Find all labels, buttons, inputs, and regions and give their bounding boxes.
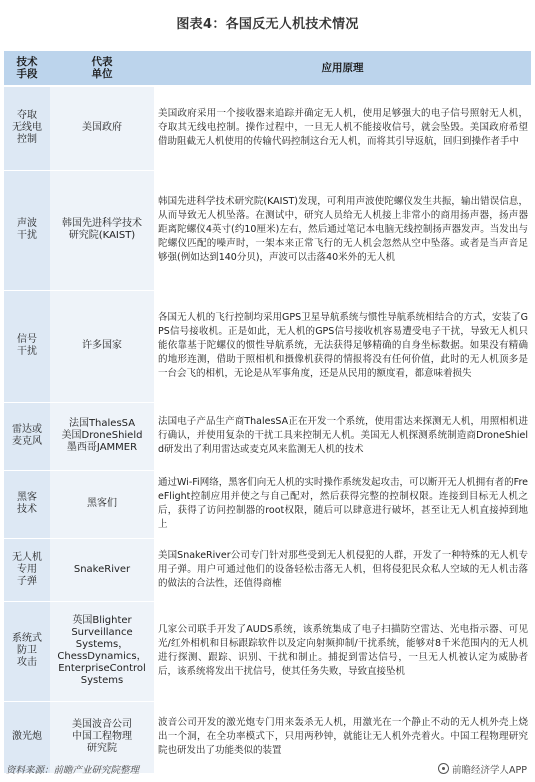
row-principle: 几家公司联手开发了AUDS系统，该系统集成了电子扫描防空雷达、光电指示器、可见光/红外相机和目标跟踪软件以及定向射频抑制/干扰系统，能够对8千米范围内的无人机进行探测、跟踪、识别、干扰和制止。捕捉到雷达信号，一旦无人机被认定为威胁者后，该系统将发出干扰信号，使其任务失败，导致直接坠机 [154, 601, 531, 701]
table-row [4, 170, 531, 290]
row-method: 无人机 专用 子弹 [4, 538, 50, 601]
table-row [4, 601, 531, 701]
anti-drone-table [4, 51, 531, 774]
row-method: 声波 干扰 [4, 170, 50, 290]
header-unit: 代表 单位 [50, 51, 154, 86]
row-principle: 法国电子产品生产商ThalesSA正在开发一个系统，使用雷达来探测无人机，用照相机进行确认，并使用复杂的干扰工具来控制无人机。美国无人机探测系统制造商DroneShield研发出了利用雷达或麦克风来监测无人机的技术 [154, 402, 531, 470]
row-method: 黑客 技术 [4, 470, 50, 538]
row-method: 雷达或 麦克风 [4, 402, 50, 470]
row-unit: 韩国先进科学技术 研究院(KAIST) [50, 170, 154, 290]
row-unit: 许多国家 [50, 290, 154, 402]
brand-watermark [438, 762, 527, 776]
row-method: 夺取 无线电 控制 [4, 86, 50, 170]
page-title: 图表4：各国反无人机技术情况 [176, 17, 359, 32]
row-principle: 通过Wi-Fi网络，黑客们向无人机的实时操作系统发起攻击，可以断开无人机拥有者的FreeFlight控制应用并使之与自己配对，然后获得完整的控制权限。连接到目标无人机之后，获得了访问控制器的root权限，随后可以肆意进行破坏，甚至让无人机直接掉到地上 [154, 470, 531, 538]
table-row [4, 290, 531, 402]
row-method: 系统式 防卫 攻击 [4, 601, 50, 701]
row-principle: 波音公司开发的激光炮专门用来轰杀无人机，用激光在一个静止不动的无人机外壳上烧出一个洞，在全功率模式下，只用两秒钟，就能让无人机外壳着火。中国工程物理研究院也研发出了功能类似的装置 [154, 701, 531, 773]
row-unit: 英国Blighter Surveillance Systems， ChessDynamics， EnterpriseControl Systems [50, 601, 154, 701]
table-row [4, 86, 531, 170]
brand-label: 前瞻经济学人APP [452, 765, 527, 776]
row-unit: SnakeRiver [50, 538, 154, 601]
row-unit: 美国政府 [50, 86, 154, 170]
table-row [4, 402, 531, 470]
header-principle: 应用原理 [154, 51, 531, 86]
row-method: 激光炮 [4, 701, 50, 773]
row-principle: 各国无人机的飞行控制均采用GPS卫星导航系统与惯性导航系统相结合的方式，安装了GPS信号接收机。正是如此，无人机的GPS信号接收机容易遭受电子干扰，导致无人机只能依靠基于陀螺仪的惯性导航系统，无法获得足够精确的自身坐标数据。如果没有精确的地形连测，借助于照相机和摄像机获得的情报将没有任何价值，此时的无人机顶多是一台会飞的相机，无论是从军事角度，还是从民用的额度看，都意味着损失 [154, 290, 531, 402]
row-unit: 法国ThalesSA 美国DroneShield 墨西哥JAMMER [50, 402, 154, 470]
row-unit: 美国波音公司 中国工程物理 研究院 [50, 701, 154, 773]
row-principle: 韩国先进科学技术研究院(KAIST)发现，可利用声波使陀螺仪发生共振，输出错误信息，从而导致无人机坠落。在测试中，研究人员给无人机接上非常小的商用扬声器，扬声器距离陀螺仪4英寸(约10厘米)左右，然后通过笔记本电脑无线控制扬声器发声。当发出与陀螺仪匹配的噪声时，一架本来正常飞行的无人机会忽然从空中坠落。或者是当声音足够强(例如达到140分贝)，声波可以击落40米外的无人机 [154, 170, 531, 290]
table-row [4, 470, 531, 538]
row-principle: 美国政府采用一个接收器来追踪并确定无人机，使用足够强大的电子信号照射无人机，夺取其无线电控制。操作过程中，一旦无人机不能接收信号，就会坠毁。美国政府希望借助阻截无人机使用的传输代码控制这台无人机，而将其引导返航，回归到操作者手中 [154, 86, 531, 170]
row-unit: 黑客们 [50, 470, 154, 538]
table-header-row [4, 51, 531, 86]
source-note: 资料来源：前瞻产业研究院整理 [6, 765, 140, 776]
header-method: 技术 手段 [4, 51, 50, 86]
table-row [4, 538, 531, 601]
row-principle: 美国SnakeRiver公司专门针对那些受到无人机侵犯的人群，开发了一种特殊的无人机专用子弹。用户可通过他们的设备轻松击落无人机，但将侵犯民众私人空域的无人机击落的做法的合法性，还值得商榷 [154, 538, 531, 601]
row-method: 信号 干扰 [4, 290, 50, 402]
circle-logo-icon [438, 763, 449, 774]
